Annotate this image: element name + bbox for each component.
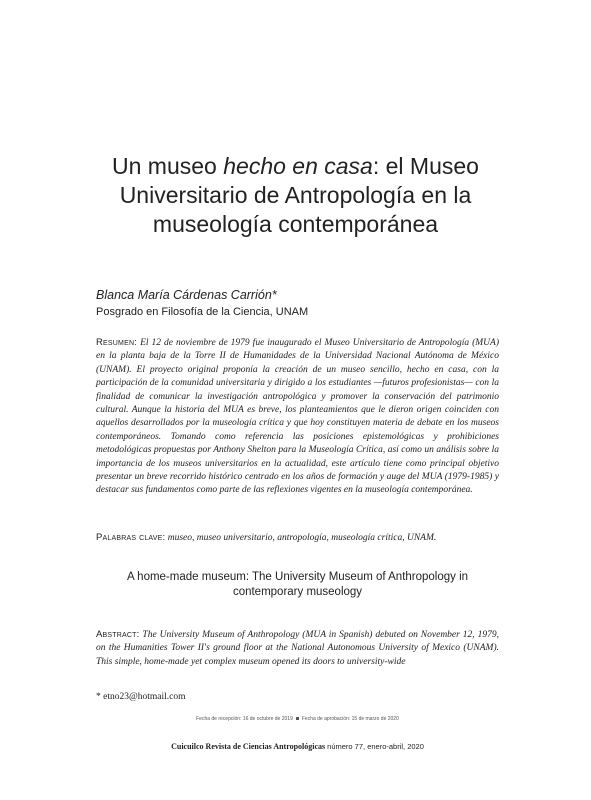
date-approved: Fecha de aprobación: 15 de marzo de 2020 [301, 716, 399, 722]
author-affiliation: Posgrado en Filosofía de la Ciencia, UNAM [96, 306, 309, 318]
author-email-footnote: * etno23@hotmail.com [96, 692, 186, 702]
title-italic: hecho en casa [223, 153, 373, 179]
abstract-es-label: Resumen: [96, 337, 138, 348]
abstract-en [96, 628, 499, 669]
english-title: A home-made museum: The University Museum of Anthropology in contemporary museology [126, 571, 469, 598]
article-title [60, 152, 531, 239]
keywords-es-text: museo, museo universitario, antropología, museología crítica, UNAM. [167, 533, 437, 543]
title-part-2: : el Museo Universitario de Antropología en la museología contemporánea [119, 153, 479, 237]
journal-footer [96, 742, 499, 751]
abstract-en-text: The University Museum of Anthropology (MUA in Spanish) debuted on November 12, 1979, on the Humanities Tower II's ground floor at the National Autonomous University of Mexico (UNAM). This simple, home-made yet complex museum opened its doors to university-wide [96, 630, 499, 667]
dates-separator-icon [296, 717, 299, 720]
article-dates [96, 716, 499, 722]
journal-name: Cuicuilco Revista de Ciencias Antropológicas [171, 742, 326, 751]
abstract-es [96, 336, 499, 498]
keywords-es-label: Palabras clave: [96, 532, 166, 543]
title-part-1: Un museo [112, 153, 224, 179]
keywords-es [96, 531, 499, 545]
abstract-en-label: Abstract: [96, 629, 140, 640]
date-received: Fecha de recepción: 16 de octubre de 2019 [196, 716, 293, 722]
author-name: Blanca María Cárdenas Carrión* [96, 288, 277, 302]
abstract-es-text: El 12 de noviembre de 1979 fue inaugurado el Museo Universitario de Antropología (MUA) en la planta baja de la Torre II de Humanidades de la Universidad Nacional Autónoma de México (UNAM). El proyecto original proponía la creación de un museo sencillo, hecho en casa, con la participación de la comunidad universitaria y dirigido a los estudiantes —futuros profesionistas— con la finalidad de comunicar la investigación antropológica y promover la conservación del patrimonio cultural. Aunque la historia del MUA es breve, los planteamientos que le dieron origen coinciden con aquellos desarrollados por la museología crítica y que hoy constituyen materia de debate en los museos contemporáneos. Tomando como referencia las posiciones epistemológicas y prohibiciones metodológicas propuestas por Anthony Shelton para la Museología Crítica, así como un análisis sobre la importancia de los museos universitarios en la actualidad, este artículo tiene como principal objetivo presentar un breve recorrido histórico centrado en los años de formación y auge del MUA (1979-1985) y destacar sus fundamentos como parte de las reflexiones vigentes en la museología contemporánea. [96, 338, 500, 496]
journal-issue: número 77, enero-abril, 2020 [327, 742, 424, 751]
